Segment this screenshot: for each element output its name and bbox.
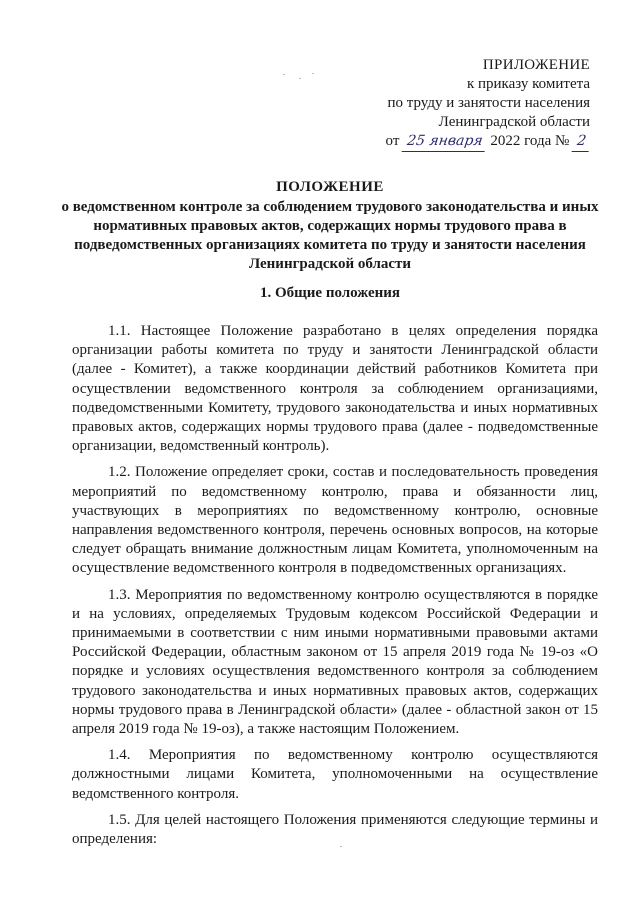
document-title-block <box>60 178 600 274</box>
appendix-date-line <box>386 132 590 152</box>
document-body <box>72 322 598 856</box>
appendix-line-1: к приказу комитета <box>466 76 590 92</box>
document-subtitle: о ведомственном контроле за соблюдением трудового законодательства и иных нормативных правовых актов, содержащих нормы трудового права в подведомственных организациях комитета по труду и занятости населения Ленинградской области <box>61 199 599 272</box>
paragraph-1-5: 1.5. Для целей настоящего Положения применяются следующие термины и определения: <box>72 811 598 848</box>
scan-speckle <box>283 74 285 75</box>
paragraph-1-2: 1.2. Положение определяет сроки, состав и последовательность проведения мероприятий по ведомственному контролю, права и обязанности лиц, участвующих в мероприятиях по ведомственному контролю, основные направления ведомственного контроля, перечень основных вопросов, на которые следует обращать внимание должностным лицам Комитета, уполномоченным на осуществление ведомственного контроля в подведомственных организациях. <box>72 464 598 577</box>
scan-speckle <box>312 73 314 74</box>
appendix-line-2: по труду и занятости населения <box>387 95 590 111</box>
date-suffix: 2022 года № <box>490 133 570 149</box>
appendix-block <box>386 56 590 152</box>
date-prefix: от <box>385 133 400 149</box>
handwritten-number: 2 <box>572 132 592 152</box>
paragraph-1-3: 1.3. Мероприятия по ведомственному контролю осуществляются в порядке и на условиях, определяемых Трудовым кодексом Российской Федерации и принимаемыми в соответствии с ним иными нормативными правовыми актами Российской Федерации, областным законом от 15 апреля 2019 года № 19-оз «О порядке и условиях осуществления ведомственного контроля за соблюдением трудового законодательства и иных нормативных правовых актов, содержащих нормы трудового права в Ленинградской области» (далее - областной закон от 15 апреля 2019 года № 19-оз), а также настоящим Положением. <box>72 586 598 738</box>
scan-speckle <box>299 78 301 79</box>
paragraph-1-4: 1.4. Мероприятия по ведомственному контролю осуществляются должностными лицами Комитета, уполномоченными на осуществление ведомственного контроля. <box>72 747 598 802</box>
handwritten-date: 25 января <box>402 132 488 152</box>
section-heading: 1. Общие положения <box>259 285 401 301</box>
paragraph-1-1: 1.1. Настоящее Положение разработано в целях определения порядка организации работы комитета по труду и занятости Ленинградской области (далее - Комитет), а также координации действий работников Комитета при осуществлении ведомственного контроля за соблюдением организациями, подведомственными Комитету, трудового законодательства и иных нормативных правовых актов, содержащих нормы трудового права (далее - подведомственные организации, ведомственный контроль). <box>72 323 598 455</box>
appendix-title: ПРИЛОЖЕНИЕ <box>482 57 590 73</box>
scan-speckle <box>340 846 342 847</box>
document-title: ПОЛОЖЕНИЕ <box>276 179 384 195</box>
appendix-line-3: Ленинградской области <box>438 114 590 130</box>
